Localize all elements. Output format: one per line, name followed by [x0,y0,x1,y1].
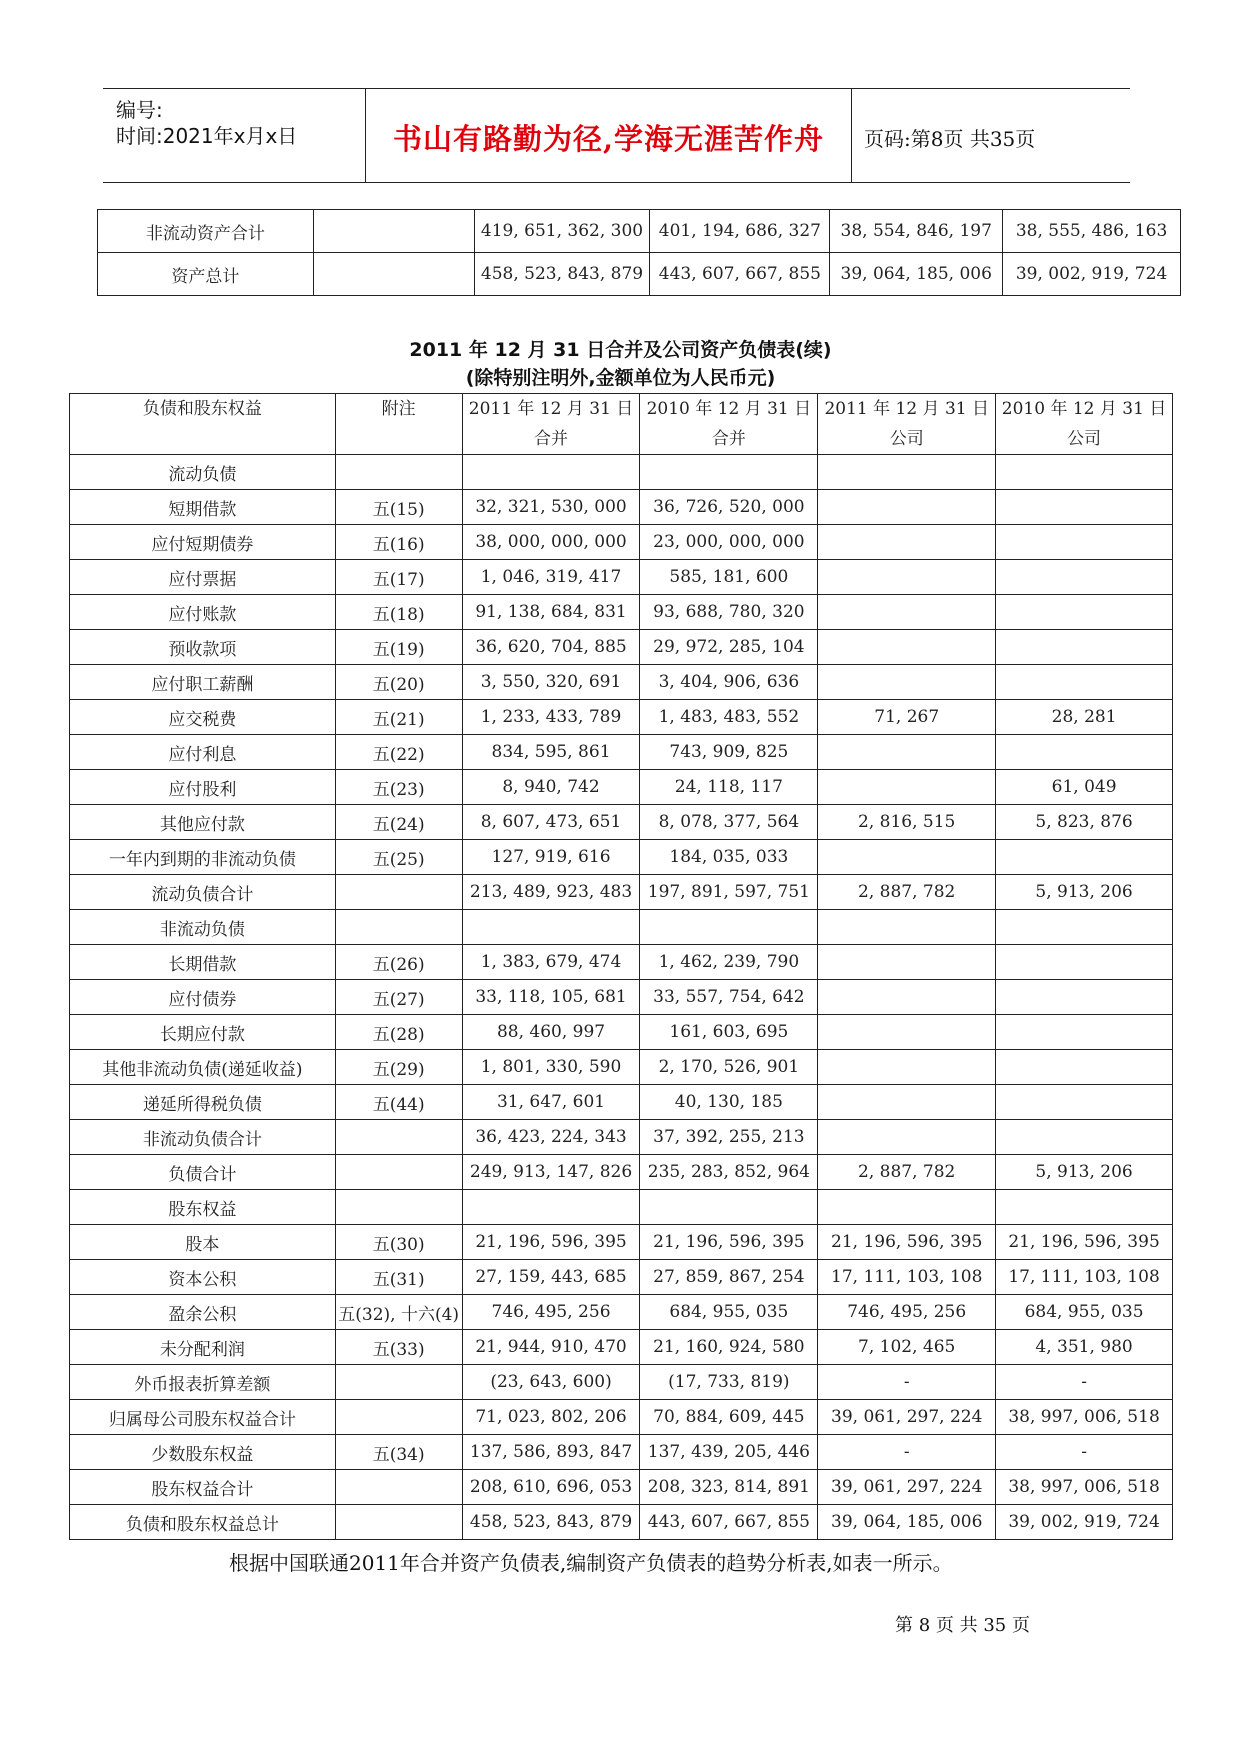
company-2011-cell [818,630,996,665]
company-2010-cell: 38, 555, 486, 163 [1003,210,1181,253]
company-2011-cell [818,560,996,595]
row-label: 未分配利润 [70,1330,336,1365]
row-label: 盈余公积 [70,1295,336,1330]
company-2011-cell [818,1085,996,1120]
row-note: 五(32), 十六(4) [335,1295,462,1330]
table-row [70,1050,1173,1085]
header-company-2011-sub: 公司 [889,429,924,449]
table-row [70,980,1173,1015]
consolidated-2011-cell: 1, 801, 330, 590 [462,1050,640,1085]
company-2010-cell: 684, 955, 035 [996,1295,1173,1330]
consolidated-2011-cell: 21, 196, 596, 395 [462,1225,640,1260]
company-2010-cell [996,1050,1173,1085]
consolidated-2011-cell: 38, 000, 000, 000 [462,525,640,560]
company-2011-cell: - [818,1435,996,1470]
consolidated-2010-cell: 29, 972, 285, 104 [640,630,818,665]
row-label: 应付票据 [70,560,336,595]
row-note: 五(44) [335,1085,462,1120]
consolidated-2011-cell: 36, 423, 224, 343 [462,1120,640,1155]
row-note: 五(24) [335,805,462,840]
company-2010-cell: 61, 049 [996,770,1173,805]
row-note [335,1470,462,1505]
row-label: 股东权益 [70,1190,336,1225]
analysis-note: 根据中国联通2011年合并资产负债表,编制资产负债表的趋势分析表,如表一所示。 [229,1551,953,1575]
page-footer: 第 8 页 共 35 页 [895,1615,1030,1636]
consolidated-2010-cell: 585, 181, 600 [640,560,818,595]
company-2010-cell [996,1190,1173,1225]
row-note [335,455,462,490]
company-2010-cell [996,735,1173,770]
table-row [70,595,1173,630]
company-2011-cell: 2, 816, 515 [818,805,996,840]
row-label: 预收款项 [70,630,336,665]
company-2011-cell: 21, 196, 596, 395 [818,1225,996,1260]
table-row [70,455,1173,490]
row-note: 五(30) [335,1225,462,1260]
consolidated-2011-cell: 127, 919, 616 [462,840,640,875]
company-2011-cell: 39, 061, 297, 224 [818,1470,996,1505]
consolidated-2010-cell: 1, 483, 483, 552 [640,700,818,735]
consolidated-2010-cell: 27, 859, 867, 254 [640,1260,818,1295]
row-note: 五(15) [335,490,462,525]
company-2011-cell [818,840,996,875]
company-2010-cell: 5, 913, 206 [996,875,1173,910]
company-2010-cell [996,1015,1173,1050]
consolidated-2011-cell: 249, 913, 147, 826 [462,1155,640,1190]
row-label: 应付股利 [70,770,336,805]
row-note [335,1400,462,1435]
company-2011-cell [818,455,996,490]
table-row [70,1470,1173,1505]
row-note [335,875,462,910]
company-2010-cell: 17, 111, 103, 108 [996,1260,1173,1295]
consolidated-2010-cell: 401, 194, 686, 327 [650,210,830,253]
table-row [70,630,1173,665]
consolidated-2011-cell: 419, 651, 362, 300 [474,210,650,253]
row-label: 递延所得税负债 [70,1085,336,1120]
consolidated-2011-cell: 458, 523, 843, 879 [462,1505,640,1540]
row-note: 五(29) [335,1050,462,1085]
row-note: 五(21) [335,700,462,735]
header-company-2010-sub: 公司 [1067,429,1102,449]
table-row [70,1155,1173,1190]
company-2011-cell [818,1190,996,1225]
consolidated-2011-cell: 8, 940, 742 [462,770,640,805]
company-2010-cell [996,665,1173,700]
header-consolidated-2010 [640,394,818,455]
serial-number-label: 编号: [116,98,163,122]
company-2011-cell: 746, 495, 256 [818,1295,996,1330]
consolidated-2011-cell: 88, 460, 997 [462,1015,640,1050]
header-meta-cell [103,89,366,182]
row-label: 少数股东权益 [70,1435,336,1470]
time-label: 时间:2021年x月x日 [116,124,298,148]
row-label: 一年内到期的非流动负债 [70,840,336,875]
header-company-2011-date: 2011 年 12 月 31 日 [824,399,989,419]
motto-text: 书山有路勤为径,学海无涯苦作舟 [392,122,825,156]
consolidated-2010-cell [640,910,818,945]
row-note: 五(33) [335,1330,462,1365]
row-label: 负债合计 [70,1155,336,1190]
table-row [70,1295,1173,1330]
company-2011-cell: 2, 887, 782 [818,875,996,910]
consolidated-2010-cell: 40, 130, 185 [640,1085,818,1120]
consolidated-2011-cell: 36, 620, 704, 885 [462,630,640,665]
row-label: 应付债券 [70,980,336,1015]
consolidated-2011-cell: 1, 383, 679, 474 [462,945,640,980]
consolidated-2011-cell: 31, 647, 601 [462,1085,640,1120]
company-2010-cell: - [996,1435,1173,1470]
header-company-2011 [818,394,996,455]
company-2010-cell: 4, 351, 980 [996,1330,1173,1365]
row-note [335,910,462,945]
consolidated-2010-cell: 8, 078, 377, 564 [640,805,818,840]
company-2011-cell: 39, 061, 297, 224 [818,1400,996,1435]
company-2011-cell [818,980,996,1015]
row-note: 五(22) [335,735,462,770]
row-note: 五(25) [335,840,462,875]
row-note [335,1120,462,1155]
company-2011-cell [818,910,996,945]
row-label: 负债和股东权益总计 [70,1505,336,1540]
consolidated-2011-cell: 91, 138, 684, 831 [462,595,640,630]
company-2011-cell: 2, 887, 782 [818,1155,996,1190]
consolidated-2010-cell: 37, 392, 255, 213 [640,1120,818,1155]
table-row [70,805,1173,840]
company-2011-cell: 39, 064, 185, 006 [818,1505,996,1540]
row-label: 外币报表折算差额 [70,1365,336,1400]
consolidated-2011-cell: 746, 495, 256 [462,1295,640,1330]
table-row [70,665,1173,700]
row-note [313,253,474,296]
consolidated-2010-cell: 137, 439, 205, 446 [640,1435,818,1470]
company-2010-cell: 21, 196, 596, 395 [996,1225,1173,1260]
row-label: 应交税费 [70,700,336,735]
table-row [70,910,1173,945]
company-2010-cell [996,840,1173,875]
row-note [335,1190,462,1225]
consolidated-2011-cell: 71, 023, 802, 206 [462,1400,640,1435]
row-note [335,1505,462,1540]
consolidated-2010-cell: 3, 404, 906, 636 [640,665,818,700]
consolidated-2010-cell: 21, 196, 596, 395 [640,1225,818,1260]
consolidated-2011-cell: 1, 233, 433, 789 [462,700,640,735]
consolidated-2010-cell: 33, 557, 754, 642 [640,980,818,1015]
table-row [70,735,1173,770]
company-2011-cell [818,595,996,630]
row-note: 五(20) [335,665,462,700]
company-2011-cell [818,1015,996,1050]
table-row [98,210,1181,253]
table-row [70,1085,1173,1120]
company-2010-cell [996,1085,1173,1120]
row-note: 五(31) [335,1260,462,1295]
row-label: 股本 [70,1225,336,1260]
consolidated-2010-cell: 684, 955, 035 [640,1295,818,1330]
company-2011-cell: 7, 102, 465 [818,1330,996,1365]
company-2010-cell: - [996,1365,1173,1400]
table-header-row [70,394,1173,455]
header-consolidated-2010-sub: 合并 [711,429,746,449]
header-consolidated-2011-date: 2011 年 12 月 31 日 [468,399,634,419]
table-row [70,490,1173,525]
company-2010-cell [996,980,1173,1015]
consolidated-2010-cell: 197, 891, 597, 751 [640,875,818,910]
consolidated-2011-cell: 137, 586, 893, 847 [462,1435,640,1470]
consolidated-2010-cell: 70, 884, 609, 445 [640,1400,818,1435]
consolidated-2011-cell: 8, 607, 473, 651 [462,805,640,840]
company-2010-cell [996,525,1173,560]
consolidated-2011-cell: 834, 595, 861 [462,735,640,770]
company-2010-cell [996,630,1173,665]
table-row [70,1120,1173,1155]
table-row [70,1435,1173,1470]
consolidated-2010-cell: 184, 035, 033 [640,840,818,875]
row-note: 五(27) [335,980,462,1015]
row-note [313,210,474,253]
company-2011-cell: 71, 267 [818,700,996,735]
row-label: 非流动资产合计 [98,210,314,253]
table-title: 2011 年 12 月 31 日合并及公司资产负债表(续) [409,339,832,361]
header-motto-cell [366,89,852,182]
consolidated-2010-cell: 23, 000, 000, 000 [640,525,818,560]
consolidated-2011-cell: 213, 489, 923, 483 [462,875,640,910]
header-company-2010 [996,394,1173,455]
row-label: 应付利息 [70,735,336,770]
row-label: 应付账款 [70,595,336,630]
consolidated-2010-cell: 208, 323, 814, 891 [640,1470,818,1505]
row-label: 资本公积 [70,1260,336,1295]
company-2010-cell: 39, 002, 919, 724 [996,1505,1173,1540]
consolidated-2011-cell [462,1190,640,1225]
table-row [70,1505,1173,1540]
company-2011-cell: - [818,1365,996,1400]
assets-continued-table [97,209,1181,296]
liabilities-equity-table [69,393,1173,1540]
company-2010-cell [996,910,1173,945]
company-2010-cell: 38, 997, 006, 518 [996,1400,1173,1435]
row-note: 五(17) [335,560,462,595]
table-row [70,1365,1173,1400]
consolidated-2010-cell: 93, 688, 780, 320 [640,595,818,630]
company-2010-cell [996,1120,1173,1155]
header-company-2010-date: 2010 年 12 月 31 日 [1001,399,1167,419]
row-note [335,1365,462,1400]
row-label: 流动负债合计 [70,875,336,910]
table-row [70,525,1173,560]
table-row [98,253,1181,296]
company-2010-cell [996,945,1173,980]
page-header [103,88,1130,183]
company-2011-cell: 39, 064, 185, 006 [830,253,1003,296]
consolidated-2010-cell: 743, 909, 825 [640,735,818,770]
table-row [70,560,1173,595]
table-row [70,840,1173,875]
company-2011-cell [818,490,996,525]
table-row [70,1225,1173,1260]
consolidated-2011-cell: 208, 610, 696, 053 [462,1470,640,1505]
row-label: 应付短期债券 [70,525,336,560]
consolidated-2011-cell: 3, 550, 320, 691 [462,665,640,700]
row-label: 资产总计 [98,253,314,296]
consolidated-2011-cell: 21, 944, 910, 470 [462,1330,640,1365]
row-note: 五(34) [335,1435,462,1470]
consolidated-2011-cell: 27, 159, 443, 685 [462,1260,640,1295]
row-note: 五(26) [335,945,462,980]
consolidated-2011-cell: (23, 643, 600) [462,1365,640,1400]
consolidated-2011-cell [462,910,640,945]
consolidated-2010-cell: 443, 607, 667, 855 [650,253,830,296]
consolidated-2010-cell [640,1190,818,1225]
row-note [335,1155,462,1190]
table-row [70,1400,1173,1435]
company-2011-cell [818,945,996,980]
table-row [70,700,1173,735]
row-label: 长期应付款 [70,1015,336,1050]
consolidated-2011-cell: 458, 523, 843, 879 [474,253,650,296]
row-note: 五(18) [335,595,462,630]
row-label: 非流动负债合计 [70,1120,336,1155]
consolidated-2010-cell: 443, 607, 667, 855 [640,1505,818,1540]
company-2010-cell: 5, 913, 206 [996,1155,1173,1190]
company-2010-cell [996,595,1173,630]
consolidated-2010-cell: 24, 118, 117 [640,770,818,805]
row-label: 应付职工薪酬 [70,665,336,700]
row-note: 五(23) [335,770,462,805]
company-2011-cell: 17, 111, 103, 108 [818,1260,996,1295]
company-2011-cell [818,770,996,805]
consolidated-2011-cell: 33, 118, 105, 681 [462,980,640,1015]
row-label: 其他应付款 [70,805,336,840]
company-2011-cell: 38, 554, 846, 197 [830,210,1003,253]
consolidated-2010-cell [640,455,818,490]
row-label: 流动负债 [70,455,336,490]
header-page-cell [852,89,1130,182]
table-row [70,875,1173,910]
company-2011-cell [818,735,996,770]
header-consolidated-2010-date: 2010 年 12 月 31 日 [646,399,812,419]
row-label: 非流动负债 [70,910,336,945]
table-row [70,1190,1173,1225]
company-2010-cell [996,560,1173,595]
table-row [70,770,1173,805]
company-2011-cell [818,665,996,700]
table-row [70,1015,1173,1050]
consolidated-2011-cell: 32, 321, 530, 000 [462,490,640,525]
consolidated-2011-cell: 1, 046, 319, 417 [462,560,640,595]
company-2010-cell: 5, 823, 876 [996,805,1173,840]
header-note: 附注 [335,394,462,455]
row-note: 五(28) [335,1015,462,1050]
row-label: 短期借款 [70,490,336,525]
table-row [70,1330,1173,1365]
consolidated-2011-cell [462,455,640,490]
row-label: 长期借款 [70,945,336,980]
row-note: 五(16) [335,525,462,560]
header-consolidated-2011 [462,394,640,455]
company-2011-cell [818,1120,996,1155]
consolidated-2010-cell: 1, 462, 239, 790 [640,945,818,980]
consolidated-2010-cell: 161, 603, 695 [640,1015,818,1050]
row-label: 股东权益合计 [70,1470,336,1505]
company-2010-cell [996,455,1173,490]
consolidated-2010-cell: 235, 283, 852, 964 [640,1155,818,1190]
company-2011-cell [818,1050,996,1085]
table-row [70,1260,1173,1295]
company-2010-cell: 38, 997, 006, 518 [996,1470,1173,1505]
consolidated-2010-cell: 36, 726, 520, 000 [640,490,818,525]
table-row [70,945,1173,980]
consolidated-2010-cell: 2, 170, 526, 901 [640,1050,818,1085]
company-2010-cell: 39, 002, 919, 724 [1003,253,1181,296]
company-2011-cell [818,525,996,560]
table-subtitle: (除特别注明外,金额单位为人民币元) [465,367,776,389]
company-2010-cell [996,490,1173,525]
header-label: 负债和股东权益 [70,394,336,455]
row-label: 其他非流动负债(递延收益) [70,1050,336,1085]
consolidated-2010-cell: 21, 160, 924, 580 [640,1330,818,1365]
company-2010-cell: 28, 281 [996,700,1173,735]
row-label: 归属母公司股东权益合计 [70,1400,336,1435]
header-consolidated-2011-sub: 合并 [534,429,569,449]
page-number-label: 页码:第8页 共35页 [864,127,1036,151]
consolidated-2010-cell: (17, 733, 819) [640,1365,818,1400]
row-note: 五(19) [335,630,462,665]
